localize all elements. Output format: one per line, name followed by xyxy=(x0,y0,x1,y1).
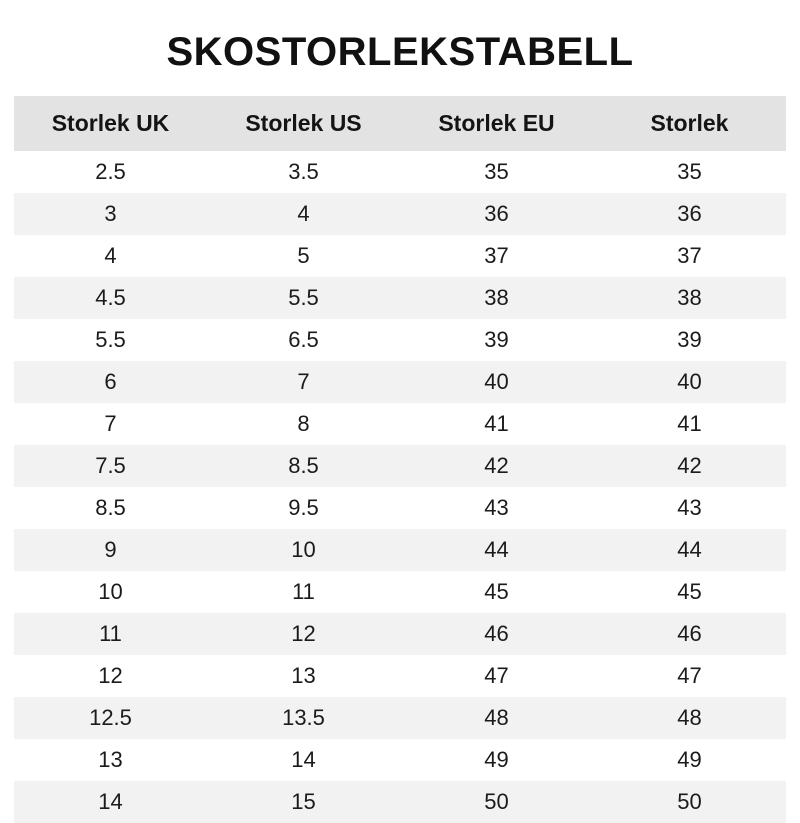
cell-eu: 50 xyxy=(484,789,509,814)
cell-us: 3.5 xyxy=(288,159,319,184)
cell-eu: 39 xyxy=(484,327,509,352)
cell-us: 10 xyxy=(291,537,316,562)
cell-size: 49 xyxy=(677,747,702,772)
cell-size: 43 xyxy=(677,495,702,520)
cell-uk: 4 xyxy=(104,243,117,268)
cell-size: 38 xyxy=(677,285,702,310)
cell-uk: 9 xyxy=(104,537,117,562)
cell-eu: 48 xyxy=(484,705,509,730)
cell-us: 13 xyxy=(291,663,316,688)
cell-uk: 4.5 xyxy=(95,285,126,310)
cell-eu: 35 xyxy=(484,159,509,184)
table-row xyxy=(14,697,786,739)
cell-size: 39 xyxy=(677,327,702,352)
cell-us: 8 xyxy=(297,411,310,436)
table-row xyxy=(14,319,786,361)
cell-eu: 47 xyxy=(484,663,509,688)
table-header-row xyxy=(14,96,786,151)
cell-size: 48 xyxy=(677,705,702,730)
cell-eu: 41 xyxy=(484,411,509,436)
cell-us: 9.5 xyxy=(288,495,319,520)
cell-size: 37 xyxy=(677,243,702,268)
cell-us: 15 xyxy=(291,789,316,814)
cell-eu: 40 xyxy=(484,369,509,394)
column-header-uk: Storlek UK xyxy=(14,96,207,151)
cell-eu: 49 xyxy=(484,747,509,772)
table-row xyxy=(14,739,786,781)
table-row xyxy=(14,151,786,193)
cell-eu: 36 xyxy=(484,201,509,226)
cell-uk: 13 xyxy=(98,747,123,772)
cell-size: 50 xyxy=(677,789,702,814)
cell-eu: 44 xyxy=(484,537,509,562)
cell-eu: 42 xyxy=(484,453,509,478)
cell-size: 46 xyxy=(677,621,702,646)
cell-uk: 12.5 xyxy=(89,705,132,730)
column-header-eu: Storlek EU xyxy=(400,96,593,151)
cell-uk: 2.5 xyxy=(95,159,126,184)
cell-eu: 45 xyxy=(484,579,509,604)
cell-us: 6.5 xyxy=(288,327,319,352)
cell-uk: 7.5 xyxy=(95,453,126,478)
cell-us: 11 xyxy=(292,579,315,604)
page-title: SKOSTORLEKSTABELL xyxy=(166,30,634,74)
cell-uk: 10 xyxy=(98,579,123,604)
cell-eu: 46 xyxy=(484,621,509,646)
table-row xyxy=(14,235,786,277)
cell-us: 5.5 xyxy=(288,285,319,310)
cell-eu: 37 xyxy=(484,243,509,268)
table-row xyxy=(14,361,786,403)
cell-size: 42 xyxy=(677,453,702,478)
table-row xyxy=(14,487,786,529)
table-row xyxy=(14,571,786,613)
cell-us: 14 xyxy=(291,747,316,772)
size-table xyxy=(14,96,786,823)
cell-uk: 7 xyxy=(104,411,117,436)
cell-eu: 38 xyxy=(484,285,509,310)
cell-uk: 3 xyxy=(104,201,117,226)
table-body xyxy=(14,151,786,823)
column-header-us: Storlek US xyxy=(207,96,400,151)
cell-us: 8.5 xyxy=(288,453,319,478)
cell-uk: 11 xyxy=(99,621,122,646)
cell-us: 12 xyxy=(291,621,316,646)
cell-size: 40 xyxy=(677,369,702,394)
cell-size: 35 xyxy=(677,159,702,184)
table-row xyxy=(14,403,786,445)
column-header-size: Storlek xyxy=(593,96,786,151)
table-row xyxy=(14,529,786,571)
table-header xyxy=(14,96,786,151)
cell-size: 41 xyxy=(677,411,702,436)
cell-size: 36 xyxy=(677,201,702,226)
cell-us: 5 xyxy=(297,243,310,268)
cell-size: 45 xyxy=(677,579,702,604)
cell-size: 44 xyxy=(677,537,702,562)
cell-eu: 43 xyxy=(484,495,509,520)
cell-uk: 14 xyxy=(98,789,123,814)
table-row xyxy=(14,655,786,697)
cell-size: 47 xyxy=(677,663,702,688)
table-row xyxy=(14,613,786,655)
cell-us: 4 xyxy=(297,201,310,226)
table-row xyxy=(14,445,786,487)
table-row xyxy=(14,193,786,235)
table-row xyxy=(14,277,786,319)
cell-uk: 5.5 xyxy=(95,327,126,352)
cell-us: 7 xyxy=(297,369,310,394)
cell-uk: 12 xyxy=(98,663,123,688)
table-row xyxy=(14,781,786,823)
cell-uk: 8.5 xyxy=(95,495,126,520)
cell-uk: 6 xyxy=(104,369,117,394)
cell-us: 13.5 xyxy=(282,705,325,730)
